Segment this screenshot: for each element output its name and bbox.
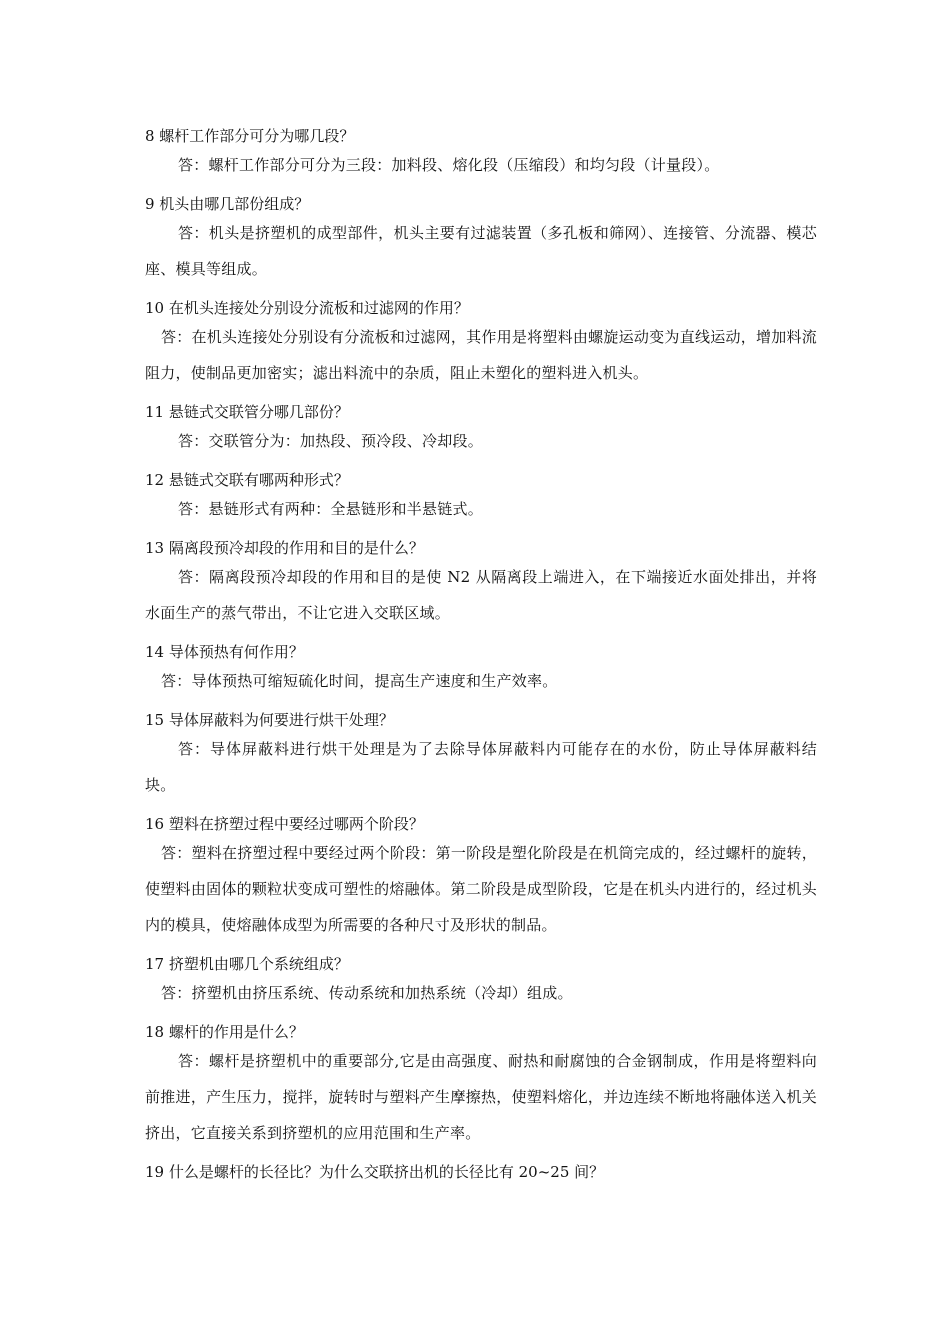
answer-15: 答：导体屏蔽料进行烘干处理是为了去除导体屏蔽料内可能存在的水份，防止导体屏蔽料结块。 [145,740,817,794]
question-10: 10 在机头连接处分别设分流板和过滤网的作用？ [145,299,469,317]
question-9: 9 机头由哪几部份组成？ [145,195,310,213]
answer-14: 答：导体预热可缩短硫化时间，提高生产速度和生产效率。 [161,672,558,690]
answer-17: 答：挤塑机由挤压系统、传动系统和加热系统（冷却）组成。 [161,984,573,1002]
question-14: 14 导体预热有何作用？ [145,643,304,661]
qa-list [145,125,817,1183]
answer-9: 答：机头是挤塑机的成型部件，机头主要有过滤装置（多孔板和筛网）、连接管、分流器、模芯座、模具等组成。 [145,224,817,278]
answer-13: 答：隔离段预冷却段的作用和目的是使 N2 从隔离段上端进入，在下端接近水面处排出，并将水面生产的蒸气带出，不让它进入交联区域。 [145,568,817,622]
question-19: 19 什么是螺杆的长径比？为什么交联挤出机的长径比有 20~25 间？ [145,1163,605,1181]
question-17: 17 挤塑机由哪几个系统组成？ [145,955,349,973]
answer-16: 答：塑料在挤塑过程中要经过两个阶段：第一阶段是塑化阶段是在机筒完成的，经过螺杆的旋转，使塑料由固体的颗粒状变成可塑性的熔融体。第二阶段是成型阶段，它是在机头内进行的，经过机头内的模具，使熔融体成型为所需要的各种尺寸及形状的制品。 [145,844,817,934]
question-8: 8 螺杆工作部分可分为哪几段？ [145,127,355,145]
question-18: 18 螺杆的作用是什么？ [145,1023,304,1041]
question-16: 16 塑料在挤塑过程中要经过哪两个阶段？ [145,815,424,833]
answer-10: 答：在机头连接处分别设有分流板和过滤网，其作用是将塑料由螺旋运动变为直线运动，增加料流阻力，使制品更加密实；滤出料流中的杂质，阻止未塑化的塑料进入机头。 [145,328,817,382]
question-12: 12 悬链式交联有哪两种形式？ [145,471,349,489]
question-11: 11 悬链式交联管分哪几部份？ [145,403,349,421]
answer-18: 答：螺杆是挤塑机中的重要部分,它是由高强度、耐热和耐腐蚀的合金钢制成，作用是将塑料向前推进，产生压力，搅拌，旋转时与塑料产生摩擦热，使塑料熔化，并边连续不断地将融体送入机关挤出，它直接关系到挤塑机的应用范围和生产率。 [145,1052,817,1142]
answer-8: 答：螺杆工作部分可分为三段：加料段、熔化段（压缩段）和均匀段（计量段）。 [178,156,720,174]
answer-12: 答：悬链形式有两种：全悬链形和半悬链式。 [178,500,484,518]
answer-11: 答：交联管分为：加热段、预冷段、冷却段。 [178,432,484,450]
question-13: 13 隔离段预冷却段的作用和目的是什么？ [145,539,424,557]
question-15: 15 导体屏蔽料为何要进行烘干处理？ [145,711,394,729]
